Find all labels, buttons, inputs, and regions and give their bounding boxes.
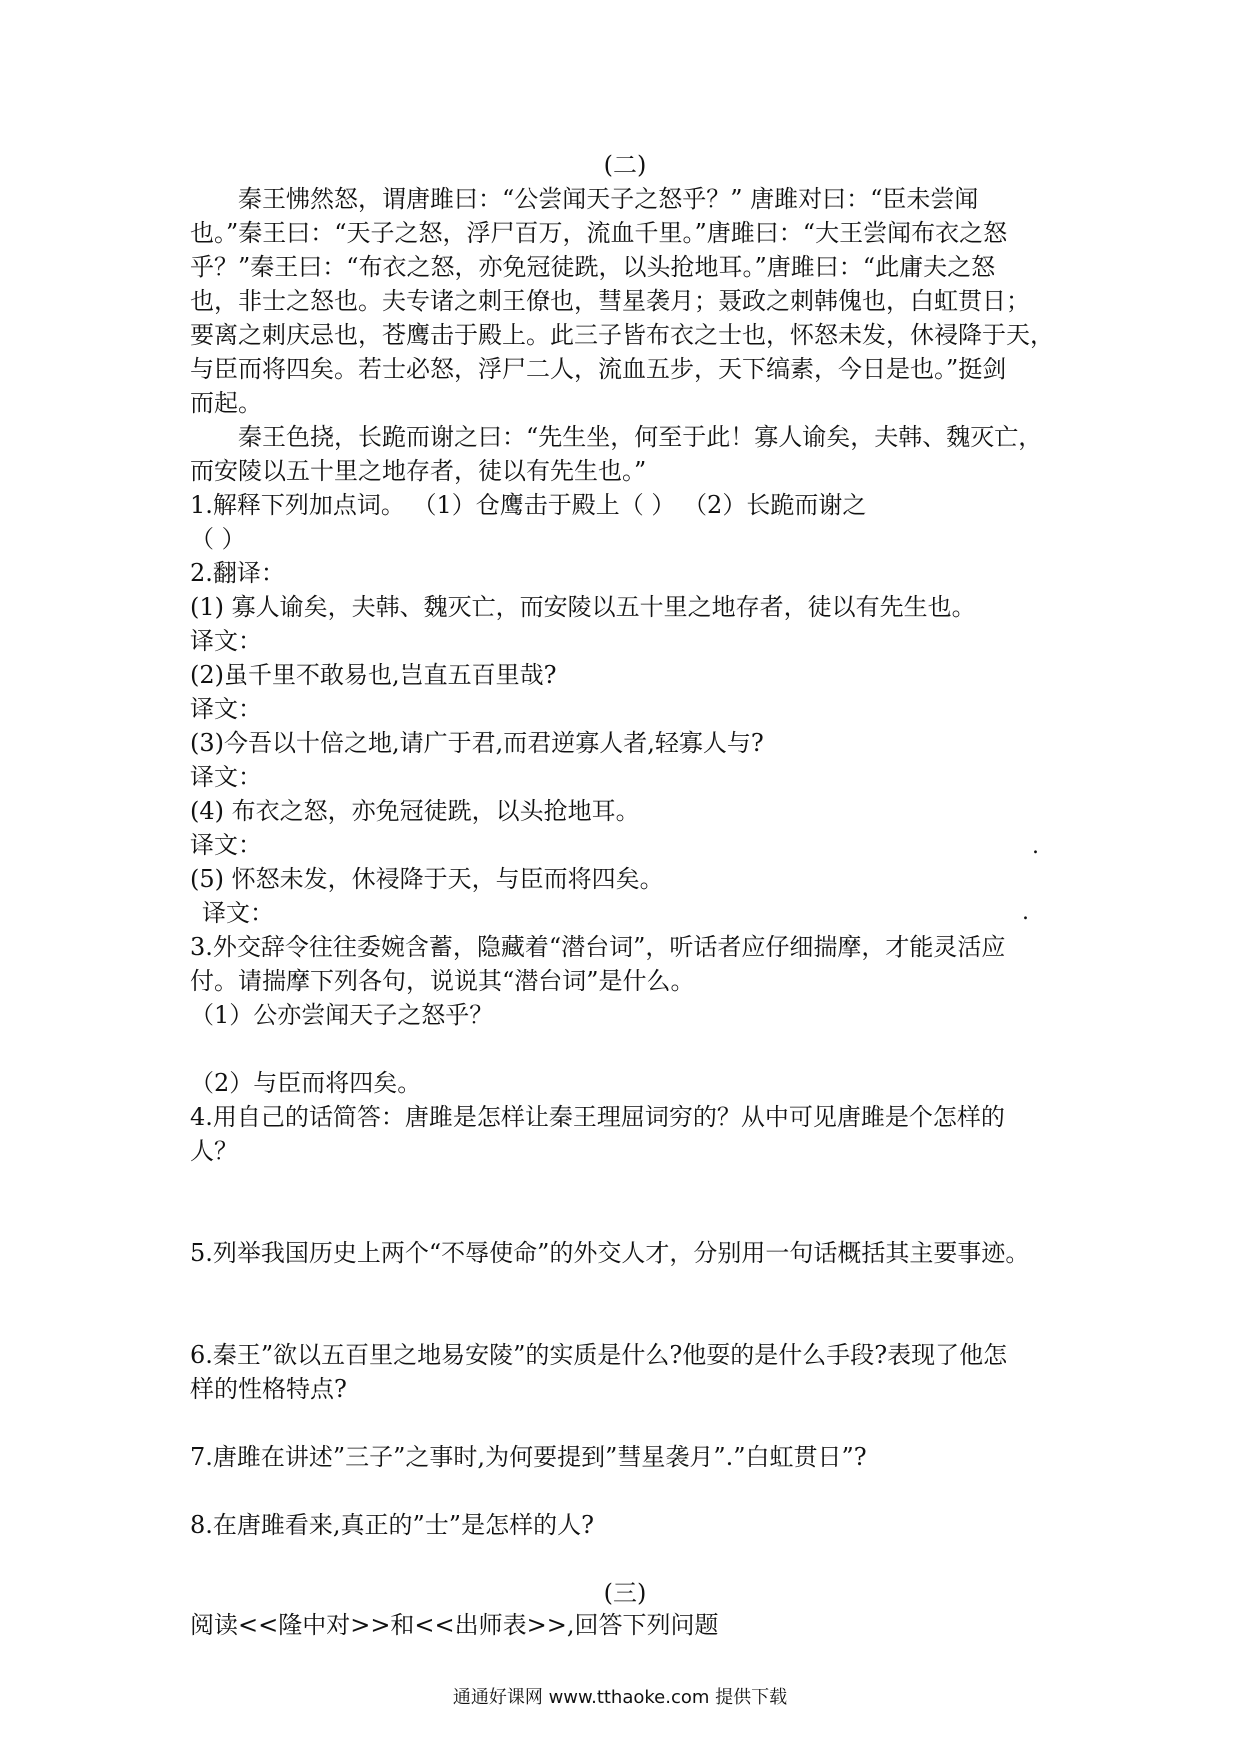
question-2-title: 2.翻译： <box>190 559 285 587</box>
section-two-heading: (二) <box>603 151 647 179</box>
translation-label: 译文： <box>190 627 262 655</box>
section-three-intro: 阅读<<隆中对>>和<<出师表>>,回答下列问题 <box>190 1611 719 1639</box>
question-6: 6.秦王”欲以五百里之地易安陵”的实质是什么?他耍的是什么手段?表现了他怎 <box>190 1341 1008 1369</box>
question-4-cont: 人？ <box>190 1137 238 1165</box>
question-4: 4.用自己的话简答：唐雎是怎样让秦王理屈词穷的？从中可见唐雎是个怎样的 <box>190 1103 1005 1131</box>
question-8: 8.在唐雎看来,真正的”士”是怎样的人? <box>190 1511 594 1539</box>
question-7: 7.唐雎在讲述”三子”之事时,为何要提到”彗星袭月”.”白虹贯日”? <box>190 1443 867 1471</box>
question-3-sub: （2）与臣而将四矣。 <box>190 1069 422 1097</box>
passage-line: 秦王色挠，长跪而谢之曰：“先生坐，何至于此！寡人谕矣，夫韩、魏灭亡， <box>238 423 1043 451</box>
passage-line: 而起。 <box>190 389 262 417</box>
passage-line: 要离之刺庆忌也，苍鹰击于殿上。此三子皆布衣之士也，怀怒未发，休祲降于天， <box>190 321 1054 349</box>
translation-label: 译文： <box>190 695 262 723</box>
translation-item: (3)今吾以十倍之地,请广于君,而君逆寡人者,轻寡人与? <box>190 729 764 757</box>
question-1-blank: （ ） <box>190 525 246 553</box>
translation-item: (2)虽千里不敢易也,岂直五百里哉? <box>190 661 557 689</box>
stray-dot: . <box>1022 900 1029 925</box>
translation-label: 译文： <box>202 899 274 927</box>
translation-label: 译文： <box>190 763 262 791</box>
translation-item: (1) 寡人谕矣，夫韩、魏灭亡，而安陵以五十里之地存者，徒以有先生也。 <box>190 593 976 621</box>
question-3-sub: （1）公亦尝闻天子之怒乎？ <box>190 1001 494 1029</box>
question-5: 5.列举我国历史上两个“不辱使命”的外交人才，分别用一句话概括其主要事迹。 <box>190 1239 1030 1267</box>
translation-label: 译文： <box>190 831 262 859</box>
footer-credit: 通通好课网 www.tthaoke.com 提供下载 <box>452 1687 788 1708</box>
passage-line: 乎？”秦王曰：“布衣之怒，亦免冠徒跣，以头抢地耳。”唐雎曰：“此庸夫之怒 <box>190 253 996 281</box>
passage-line: 而安陵以五十里之地存者，徒以有先生也。” <box>190 457 647 485</box>
translation-item: (5) 怀怒未发，休祲降于天，与臣而将四矣。 <box>190 865 664 893</box>
section-three-heading: (三) <box>603 1579 647 1607</box>
passage-line: 秦王怫然怒，谓唐雎曰：“公尝闻天子之怒乎？” 唐雎对曰：“臣未尝闻 <box>238 185 979 213</box>
question-3-cont: 付。请揣摩下列各句，说说其“潜台词”是什么。 <box>190 967 695 995</box>
translation-item: (4) 布衣之怒，亦免冠徒跣，以头抢地耳。 <box>190 797 640 825</box>
passage-line: 也。”秦王曰：“天子之怒，浮尸百万，流血千里。”唐雎曰：“大王尝闻布衣之怒 <box>190 219 1008 247</box>
question-6-cont: 样的性格特点? <box>190 1375 347 1403</box>
question-3: 3.外交辞令往往委婉含蓄，隐藏着“潜台词”，听话者应仔细揣摩，才能灵活应 <box>190 933 1006 961</box>
stray-dot: . <box>1032 834 1039 859</box>
question-1: 1.解释下列加点词。 （1）仓鹰击于殿上（ ） （2）长跪而谢之 <box>190 491 867 519</box>
passage-line: 也，非士之怒也。夫专诸之刺王僚也，彗星袭月；聂政之刺韩傀也，白虹贯日； <box>190 287 1030 315</box>
passage-line: 与臣而将四矣。若士必怒，浮尸二人，流血五步，天下缟素，今日是也。”挺剑 <box>190 355 1007 383</box>
